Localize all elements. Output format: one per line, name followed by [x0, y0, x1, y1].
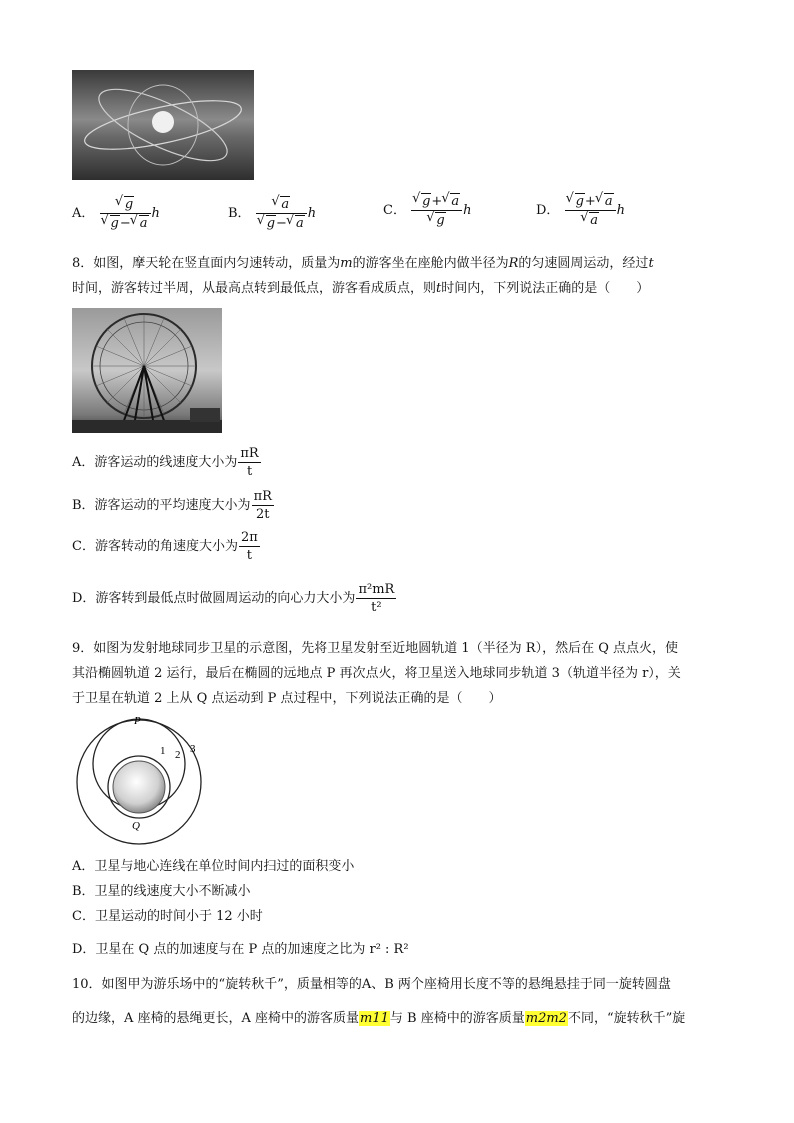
mass-m1-highlight: m11	[360, 1011, 389, 1026]
q9-option-c: C．卫星运动的时间小于 12 小时	[72, 909, 263, 924]
point-q-label: Q	[132, 820, 140, 832]
q7-option-b: B． √ a √ g−√ a h	[228, 196, 316, 231]
q8-option-d: D．游客转到最低点时做圆周运动的向心力大小为 $\frac{\text{π²mR}}{\text{t²}}$	[72, 582, 395, 615]
ferris-wheel-photo	[72, 308, 222, 433]
q7-photo	[72, 70, 254, 180]
q7-option-a: A． √ g √ g−√ a h	[72, 196, 160, 231]
q8-option-b: B．游客运动的平均速度大小为 $\frac{\pi R}{2t}$	[72, 489, 272, 522]
q9-stem-line2: 其沿椭圆轨道 2 运行，最后在椭圆的远地点 P 再次点火，将卫星送入地球同步轨道 3（轨道半径为 r），关	[72, 666, 681, 681]
orbit-1-label: 1	[160, 745, 166, 757]
orbit-diagram	[72, 712, 212, 847]
mass-m2-highlight: m2m2	[525, 1011, 567, 1026]
q10-stem-line1: 10．如图甲为游乐场中的“旋转秋千”，质量相等的A、B 两个座椅用长度不等的悬绳悬挂于同一旋转圆盘	[72, 977, 671, 992]
q7-option-c: C． √ g+√ a √ g h	[383, 193, 471, 228]
q8-stem-line1: 8．如图，摩天轮在竖直面内匀速转动，质量为m的游客坐在座舱内做半径为R的匀速圆周运动，经过t	[72, 256, 654, 271]
orbit-3-label: 3	[190, 743, 196, 755]
q8-stem-line2: 时间，游客转过半周，从最高点转到最低点，游客看成质点，则t时间内，下列说法正确的是（ ）	[72, 281, 650, 296]
q9-stem-line3: 于卫星在轨道 2 上从 Q 点运动到 P 点过程中，下列说法正确的是（ ）	[72, 691, 502, 706]
q9-option-a: A．卫星与地心连线在单位时间内扫过的面积变小	[72, 859, 355, 874]
q10-stem-line2: 的边缘，A 座椅的悬绳更长，A 座椅中的游客质量m11与 B 座椅中的游客质量m2m2不同，“旋转秋千”旋	[72, 1011, 686, 1026]
earth	[113, 761, 165, 813]
point-p-label: P	[134, 715, 141, 727]
q9-stem-line1: 9．如图为发射地球同步卫星的示意图，先将卫星发射至近地圆轨道 1（半径为 R），然后在 Q 点点火，使	[72, 641, 679, 656]
q8-option-c: C．游客转动的角速度大小为 $\frac{2\pi}{t}$	[72, 530, 258, 563]
orbit-2-label: 2	[175, 749, 181, 761]
q9-option-d: D．卫星在 Q 点的加速度与在 P 点的加速度之比为 r² : R²	[72, 942, 409, 957]
q9-option-b: B．卫星的线速度大小不断减小	[72, 884, 251, 899]
q7-option-d: D． √ g+√ a √ a h	[536, 193, 625, 228]
q8-option-a: A．游客运动的线速度大小为 $\frac{\pi R}{t}$	[72, 446, 259, 479]
